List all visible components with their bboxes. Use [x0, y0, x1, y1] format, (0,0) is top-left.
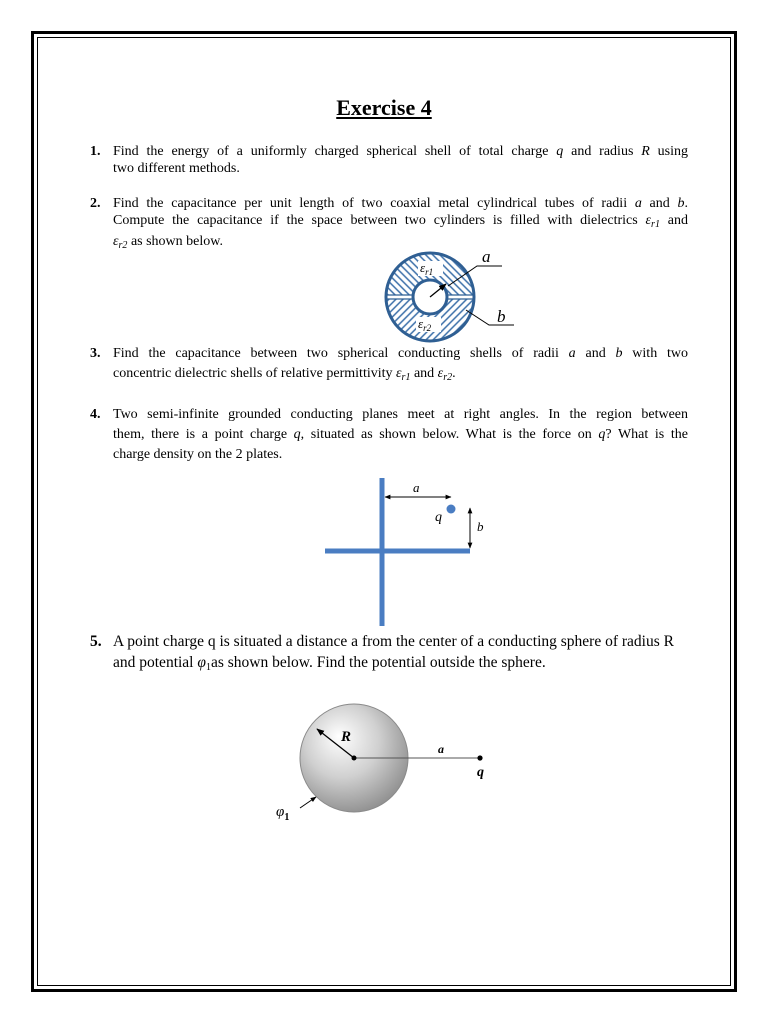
text-segment: and	[641, 196, 678, 211]
text-segment: ? What is the	[605, 427, 688, 442]
epsilon-symbol: ε	[420, 260, 426, 275]
math-variable: a	[568, 346, 576, 361]
math-subscript: 1	[205, 662, 211, 673]
text-segment: and potential	[113, 654, 198, 671]
horizontal-conducting-plane	[325, 549, 470, 554]
math-symbol-phi: φ	[197, 654, 206, 671]
text-segment: Find the capacitance between two spherical conducting shells of radii	[113, 346, 569, 361]
math-variable: b	[677, 196, 685, 211]
problem-number: 5.	[90, 633, 102, 650]
coaxial-cylinders-figure	[380, 248, 520, 348]
point-charge	[477, 755, 482, 760]
epsilon-symbol: ε	[418, 316, 424, 331]
label-potential	[276, 804, 289, 823]
text-segment: , situated as shown below. What is the force on	[300, 427, 599, 442]
problem-number: 1.	[90, 144, 101, 159]
math-subscript: r1	[651, 219, 660, 230]
potential-arrow	[300, 797, 316, 808]
label-R: R	[341, 729, 352, 745]
math-symbol-epsilon: ε	[113, 234, 119, 249]
math-variable: q	[556, 144, 564, 159]
epsilon-subscript: r2	[423, 323, 432, 333]
math-variable: R	[641, 144, 650, 159]
text-segment: A point charge q is situated a distance a from the center of a conducting sphere of radius R	[113, 633, 674, 650]
text-segment: Find the energy of a uniformly charged spherical shell of total charge	[113, 144, 557, 159]
epsilon-subscript: r1	[425, 267, 434, 277]
math-subscript: r2	[118, 240, 128, 251]
math-symbol-epsilon: ε	[396, 366, 402, 381]
problem-3-line-2	[113, 365, 688, 383]
problem-2-line-1	[113, 195, 688, 213]
problem-2-line-2	[113, 212, 688, 230]
label-b: b	[497, 307, 506, 326]
text-segment: them, there is a point charge	[113, 427, 294, 442]
label-q: q	[435, 510, 442, 525]
label-b: b	[477, 519, 484, 534]
leader-line-b	[466, 310, 514, 325]
text-segment: as shown below. Find the potential outside the sphere.	[210, 654, 546, 671]
math-variable: b	[615, 346, 623, 361]
math-variable: q	[293, 427, 301, 442]
conducting-sphere-figure	[270, 695, 500, 830]
problem-3-line-1	[113, 345, 688, 363]
text-segment: charge density on the 2 plates.	[113, 447, 283, 462]
text-segment: using	[649, 144, 688, 159]
text-segment: and radius	[563, 144, 642, 159]
text-segment: Two semi-infinite grounded conducting planes meet at right angles. In the region between	[113, 407, 688, 422]
problem-5-line-1	[113, 632, 688, 652]
math-subscript: r1	[401, 372, 411, 383]
label-a: a	[438, 742, 444, 756]
text-segment: as shown below.	[127, 234, 223, 249]
label-a: a	[413, 480, 420, 495]
problem-4-line-1	[113, 406, 688, 424]
problem-1-line-2	[113, 160, 688, 178]
math-symbol-epsilon: ε	[645, 213, 652, 228]
text-segment: .	[684, 196, 688, 211]
math-variable: q	[598, 427, 606, 442]
phi-symbol: φ	[276, 804, 285, 820]
sphere-center	[352, 756, 357, 761]
label-a: a	[482, 247, 491, 266]
text-segment: Find the capacitance per unit length of two coaxial metal cylindrical tubes of radii	[113, 196, 635, 211]
text-segment: .	[452, 366, 456, 381]
conducting-planes-figure	[320, 472, 500, 632]
problem-number: 2.	[90, 196, 101, 211]
math-symbol-epsilon: ε	[437, 366, 444, 381]
problem-4-line-3	[113, 446, 688, 464]
point-charge	[447, 505, 456, 514]
label-q: q	[477, 765, 484, 780]
text-segment: two different methods.	[113, 161, 240, 176]
problem-1-line-1	[113, 143, 688, 161]
problem-number: 3.	[90, 346, 101, 361]
math-variable: a	[634, 196, 642, 211]
phi-subscript: 1	[284, 812, 290, 823]
problem-5-line-2	[113, 653, 688, 673]
page-title: Exercise 4	[336, 95, 432, 120]
text-segment: and	[410, 366, 438, 381]
text-segment: with two	[622, 346, 688, 361]
problem-number: 4.	[90, 407, 101, 422]
math-subscript: r2	[443, 372, 453, 383]
text-segment: concentric dielectric shells of relative permittivity	[113, 366, 397, 381]
text-segment: Compute the capacitance if the space between two cylinders is filled with dielectrics	[113, 213, 646, 228]
problem-4-line-2	[113, 426, 688, 444]
text-segment: and	[659, 213, 688, 228]
text-segment: and	[575, 346, 616, 361]
